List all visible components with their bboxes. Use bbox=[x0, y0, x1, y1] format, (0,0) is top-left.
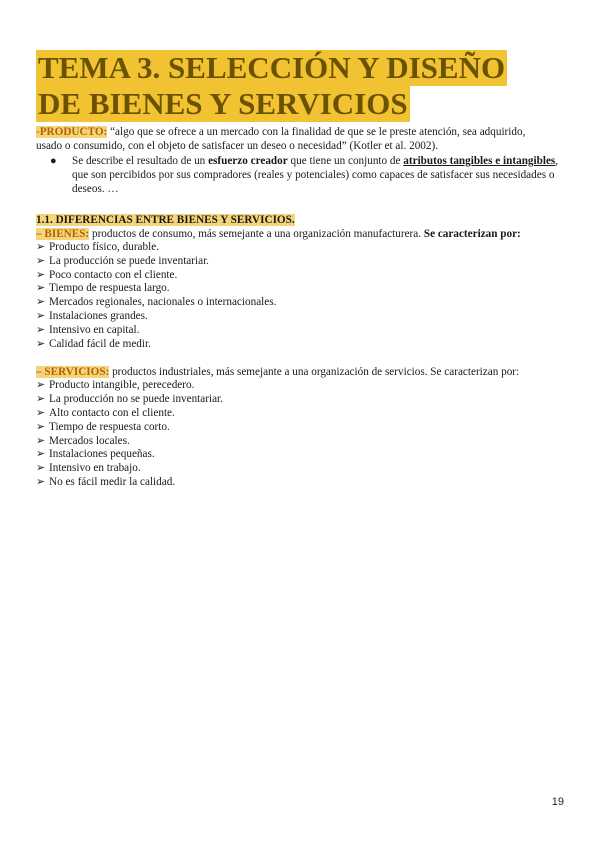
arrow-bullet-icon: ➢ bbox=[36, 268, 46, 281]
bullet-text-mid: que tiene un conjunto de bbox=[287, 155, 404, 167]
servicios-list bbox=[36, 379, 566, 489]
bienes-label: – BIENES: bbox=[36, 228, 90, 240]
list-item-text: Producto intangible, perecedero. bbox=[49, 379, 195, 392]
producto-definition-line-1: “algo que se ofrece a un mercado con la finalidad de que se le preste atención, sea adquirido, bbox=[107, 126, 526, 138]
arrow-bullet-icon: ➢ bbox=[36, 296, 46, 309]
arrow-bullet-icon: ➢ bbox=[36, 406, 46, 419]
list-item bbox=[36, 269, 566, 283]
list-item bbox=[36, 448, 566, 462]
list-item bbox=[36, 255, 566, 269]
bienes-intro bbox=[36, 227, 566, 241]
producto-bullet bbox=[50, 154, 566, 196]
list-item bbox=[36, 393, 566, 407]
list-item bbox=[36, 435, 566, 449]
bullet-text-underlined: atributos tangibles e intangibles bbox=[403, 155, 556, 167]
bullet-icon: ● bbox=[50, 155, 57, 167]
bullet-text-bold: esfuerzo creador bbox=[208, 155, 288, 167]
list-item-text: Tiempo de respuesta largo. bbox=[49, 282, 170, 295]
arrow-bullet-icon: ➢ bbox=[36, 309, 46, 322]
servicios-label: – SERVICIOS: bbox=[36, 366, 110, 379]
servicios-intro bbox=[36, 365, 566, 379]
list-item-text: La producción se puede inventariar. bbox=[49, 254, 209, 267]
arrow-bullet-icon: ➢ bbox=[36, 337, 46, 350]
list-item bbox=[36, 282, 566, 296]
list-item-text: La producción no se puede inventariar. bbox=[49, 393, 223, 406]
list-item-text: Alto contacto con el cliente. bbox=[49, 406, 175, 419]
list-item bbox=[36, 379, 566, 393]
page-number: 19 bbox=[551, 796, 564, 808]
arrow-bullet-icon: ➢ bbox=[36, 282, 46, 295]
producto-definition bbox=[36, 125, 566, 153]
list-item-text: Instalaciones pequeñas. bbox=[49, 448, 155, 461]
document-page bbox=[36, 50, 566, 490]
list-item bbox=[36, 241, 566, 255]
arrow-bullet-icon: ➢ bbox=[36, 420, 46, 433]
title-line-1: TEMA 3. SELECCIÓN Y DISEÑO bbox=[38, 50, 506, 85]
arrow-bullet-icon: ➢ bbox=[36, 393, 46, 406]
section-heading bbox=[36, 213, 566, 227]
bienes-list bbox=[36, 241, 566, 351]
list-item-text: Calidad fácil de medir. bbox=[49, 337, 151, 350]
list-item-text: No es fácil medir la calidad. bbox=[49, 475, 176, 488]
list-item bbox=[36, 338, 566, 352]
title-line-2: DE BIENES Y SERVICIOS bbox=[38, 86, 408, 121]
arrow-bullet-icon: ➢ bbox=[36, 434, 46, 447]
list-item bbox=[36, 296, 566, 310]
list-item-text: Mercados locales. bbox=[49, 434, 130, 447]
bullet-text-post: , que son percibidos por sus compradores (reales y potenciales) como capaces de satisfacer sus necesidades o deseos. … bbox=[72, 155, 559, 195]
list-item bbox=[36, 476, 566, 490]
list-item bbox=[36, 421, 566, 435]
list-item-text: Intensivo en trabajo. bbox=[49, 462, 141, 475]
arrow-bullet-icon: ➢ bbox=[36, 475, 46, 488]
section-title: 1.1. DIFERENCIAS ENTRE BIENES Y SERVICIOS. bbox=[36, 214, 295, 226]
list-item bbox=[36, 324, 566, 338]
page-title bbox=[36, 50, 566, 122]
list-item bbox=[36, 407, 566, 421]
servicios-intro-text: productos industriales, más semejante a una organización de servicios. Se caracterizan por: bbox=[109, 366, 520, 379]
arrow-bullet-icon: ➢ bbox=[36, 254, 46, 267]
list-item-text: Mercados regionales, nacionales o internacionales. bbox=[49, 296, 277, 309]
list-item bbox=[36, 462, 566, 476]
arrow-bullet-icon: ➢ bbox=[36, 241, 46, 253]
bullet-text-pre: Se describe el resultado de un bbox=[72, 155, 209, 167]
arrow-bullet-icon: ➢ bbox=[36, 448, 46, 461]
arrow-bullet-icon: ➢ bbox=[36, 379, 46, 392]
bienes-intro-bold: Se caracterizan por: bbox=[423, 228, 521, 240]
bienes-intro-text: productos de consumo, más semejante a una organización manufacturera. bbox=[89, 228, 424, 240]
producto-definition-line-2: usado o consumido, con el objeto de satisfacer un deseo o necesidad” (Kotler et al. 2002). bbox=[36, 140, 439, 152]
list-item-text: Poco contacto con el cliente. bbox=[49, 268, 178, 281]
list-item-text: Instalaciones grandes. bbox=[49, 309, 148, 322]
arrow-bullet-icon: ➢ bbox=[36, 462, 46, 475]
producto-label: -PRODUCTO: bbox=[36, 126, 108, 138]
arrow-bullet-icon: ➢ bbox=[36, 323, 46, 336]
list-item bbox=[36, 310, 566, 324]
list-item-text: Producto físico, durable. bbox=[49, 241, 159, 253]
list-item-text: Intensivo en capital. bbox=[49, 323, 140, 336]
list-item-text: Tiempo de respuesta corto. bbox=[49, 420, 170, 433]
